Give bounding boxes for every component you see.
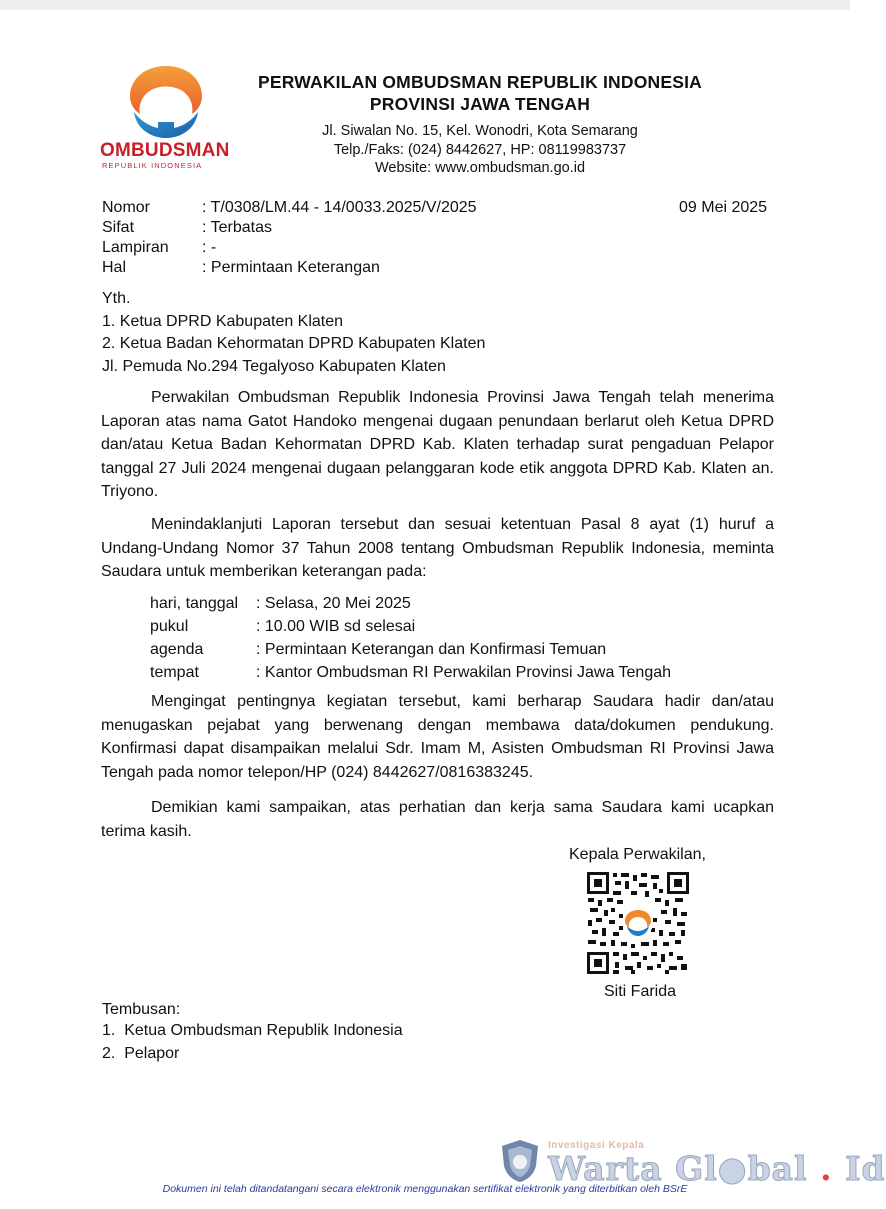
watermark-tagline: Investigasi Kepala (548, 1140, 645, 1151)
ombudsman-emblem-icon (100, 64, 230, 142)
body-paragraph-3: Mengingat pentingnya kegiatan tersebut, kami berharap Saudara hadir dan/atau menugaskan pejabat yang berwenang dengan membawa data/dokumen pendukung. Konfirmasi dapat disampaikan melalui Sdr. Imam M, Asisten Ombudsman RI Provinsi Jawa Tengah pada nomor telepon/HP (024) 8442627/0816383245. (101, 693, 774, 781)
letterhead-title-line2: PROVINSI JAWA TENGAH (369, 94, 591, 114)
top-bar (0, 0, 850, 10)
watermark-wordmark: Warta Gl●bal . Id (548, 1149, 886, 1188)
body-paragraph-2: Menindaklanjuti Laporan tersebut dan sesuai ketentuan Pasal 8 ayat (1) huruf a Undang-Undang Nomor 37 Tahun 2008 tentang Ombudsman Republik Indonesia, meminta Saudara untuk memberikan keterangan pada: (101, 516, 774, 581)
cc-item-2: 2. Pelapor (102, 1045, 180, 1062)
shield-icon (498, 1138, 542, 1184)
schedule-value-agenda: : Permintaan Keterangan dan Konfirmasi Temuan (256, 641, 607, 658)
meta-label-hal: Hal (102, 259, 127, 276)
logo-wordmark: OMBUDSMAN (100, 140, 230, 161)
schedule-value-date: : Selasa, 20 Mei 2025 (256, 595, 411, 612)
letter-date: 09 Mei 2025 (679, 199, 768, 216)
signature-title: Kepala Perwakilan, (569, 846, 706, 863)
signatory-name: Siti Farida (604, 983, 677, 1000)
body-paragraph-1: Perwakilan Ombudsman Republik Indonesia Provinsi Jawa Tengah telah menerima Laporan atas nama Gatot Handoko mengenai dugaan penundaan berlarut oleh Ketua DPRD dan/atau Ketua Badan Kehormatan DPRD Kab. Klaten terhadap surat pengaduan Pelapor tanggal 27 Juli 2024 mengenai dugaan pelanggaran kode etik anggota DPRD Kab. Klaten an. Triyono. (101, 389, 774, 501)
meta-label-nomor: Nomor (102, 199, 151, 216)
schedule-value-place: : Kantor Ombudsman RI Perwakilan Provinsi Jawa Tengah (256, 664, 672, 681)
recipient-line2: 2. Ketua Badan Kehormatan DPRD Kabupaten Klaten (102, 335, 486, 352)
schedule-label-place: tempat (150, 664, 199, 681)
meta-value-hal: : Permintaan Keterangan (202, 259, 380, 276)
ombudsman-logo (100, 64, 230, 172)
qr-signature-code (585, 870, 691, 976)
recipient-salutation: Yth. (102, 290, 131, 307)
meta-label-lampiran: Lampiran (102, 239, 169, 256)
watermark-badge (498, 1138, 542, 1184)
letterhead-address: Jl. Siwalan No. 15, Kel. Wonodri, Kota Semarang (322, 123, 638, 139)
cc-heading: Tembusan: (102, 1001, 181, 1018)
letterhead-website: Website: www.ombudsman.go.id (374, 160, 586, 176)
cc-item-1: 1. Ketua Ombudsman Republik Indonesia (102, 1022, 403, 1039)
letterhead-title-line1: PERWAKILAN OMBUDSMAN REPUBLIK INDONESIA (257, 72, 703, 92)
electronic-signature-note: Dokumen ini telah ditandatangani secara elektronik menggunakan sertifikat elektronik yang diterbitkan oleh BSrE (162, 1183, 688, 1195)
body-paragraph-4: Demikian kami sampaikan, atas perhatian dan kerja sama Saudara kami ucapkan terima kasih. (101, 799, 774, 840)
schedule-label-agenda: agenda (150, 641, 204, 658)
letterhead-phone: Telp./Faks: (024) 8442627, HP: 08119983737 (333, 142, 627, 158)
schedule-value-time: : 10.00 WIB sd selesai (256, 618, 416, 635)
qr-code-icon (585, 870, 691, 976)
recipient-line1: 1. Ketua DPRD Kabupaten Klaten (102, 313, 344, 330)
logo-subtitle: REPUBLIK INDONESIA (102, 161, 203, 170)
schedule-label-date: hari, tanggal (150, 595, 239, 612)
meta-value-nomor: : T/0308/LM.44 - 14/0033.2025/V/2025 (202, 199, 477, 216)
meta-value-sifat: : Terbatas (202, 219, 272, 236)
schedule-label-time: pukul (150, 618, 189, 635)
recipient-address: Jl. Pemuda No.294 Tegalyoso Kabupaten Klaten (102, 358, 446, 375)
meta-label-sifat: Sifat (102, 219, 135, 236)
watermark-globe-icon: ● (717, 1149, 748, 1188)
meta-value-lampiran: : - (202, 239, 217, 256)
